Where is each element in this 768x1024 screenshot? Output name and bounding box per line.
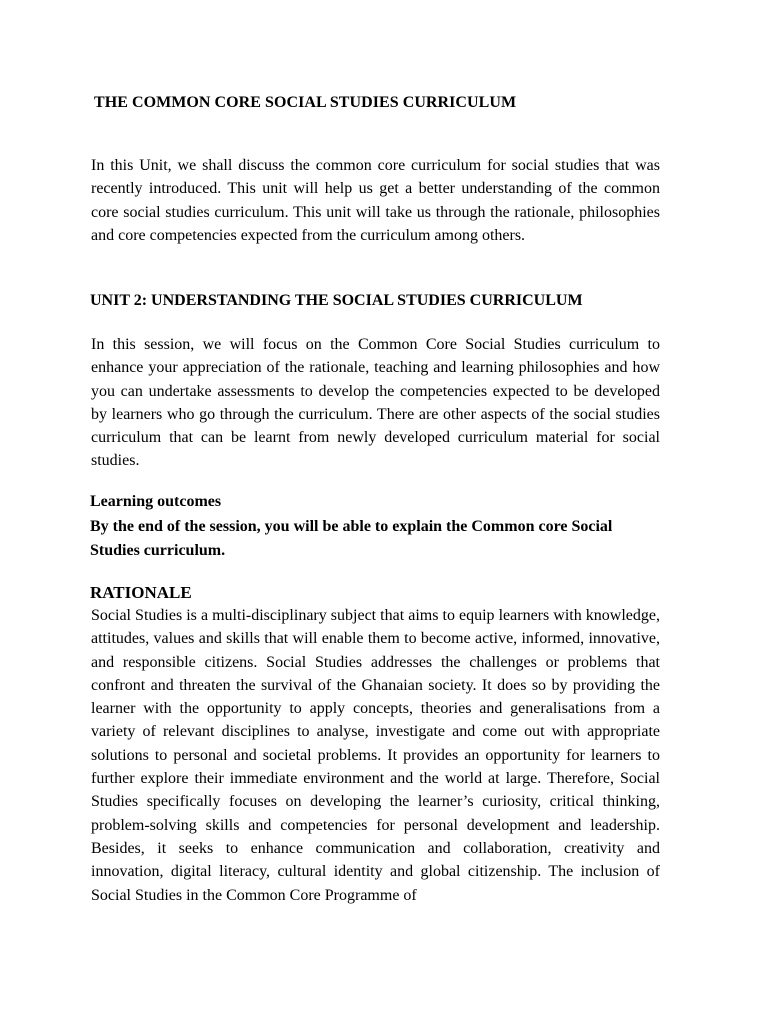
learning-outcomes-heading: Learning outcomes <box>90 493 222 510</box>
intro-paragraph: In this Unit, we shall discuss the common core curriculum for social studies that was recently introduced. This unit will help us get a better understanding of the common core social studies curriculum. This unit will take us through the rationale, philosophies and core competencies expected from the curriculum among others. <box>91 157 660 244</box>
document-title: THE COMMON CORE SOCIAL STUDIES CURRICULUM <box>94 94 517 111</box>
session-paragraph: In this session, we will focus on the Common Core Social Studies curriculum to enhance your appreciation of the rationale, teaching and learning philosophies and how you can undertake assessments to develop the competencies expected to be developed by learners who go through the curriculum. There are other aspects of the social studies curriculum that can be learnt from newly developed curriculum material for social studies. <box>91 336 660 470</box>
learning-outcomes-text: By the end of the session, you will be able to explain the Common core Social Studies curriculum. <box>90 518 613 559</box>
rationale-paragraph: Social Studies is a multi-disciplinary subject that aims to equip learners with knowledge, attitudes, values and skills that will enable them to become active, informed, innovative, and responsible citizens. Social Studies addresses the challenges or problems that confront and threaten the survival of the Ghanaian society. It does so by providing the learner with the opportunity to apply concepts, theories and generalisations from a variety of relevant disciplines to analyse, investigate and come out with appropriate solutions to personal and societal problems. It provides an opportunity for learners to further explore their immediate environment and the world at large. Therefore, Social Studies specifically focuses on developing the learner’s curiosity, critical thinking, problem-solving skills and competencies for personal development and leadership. Besides, it seeks to enhance communication and collaboration, creativity and innovation, digital literacy, cultural identity and global citizenship. The inclusion of Social Studies in the Common Core Programme of <box>91 607 660 904</box>
unit-heading: UNIT 2: UNDERSTANDING THE SOCIAL STUDIES CURRICULUM <box>90 292 583 309</box>
rationale-heading: RATIONALE <box>90 583 192 602</box>
